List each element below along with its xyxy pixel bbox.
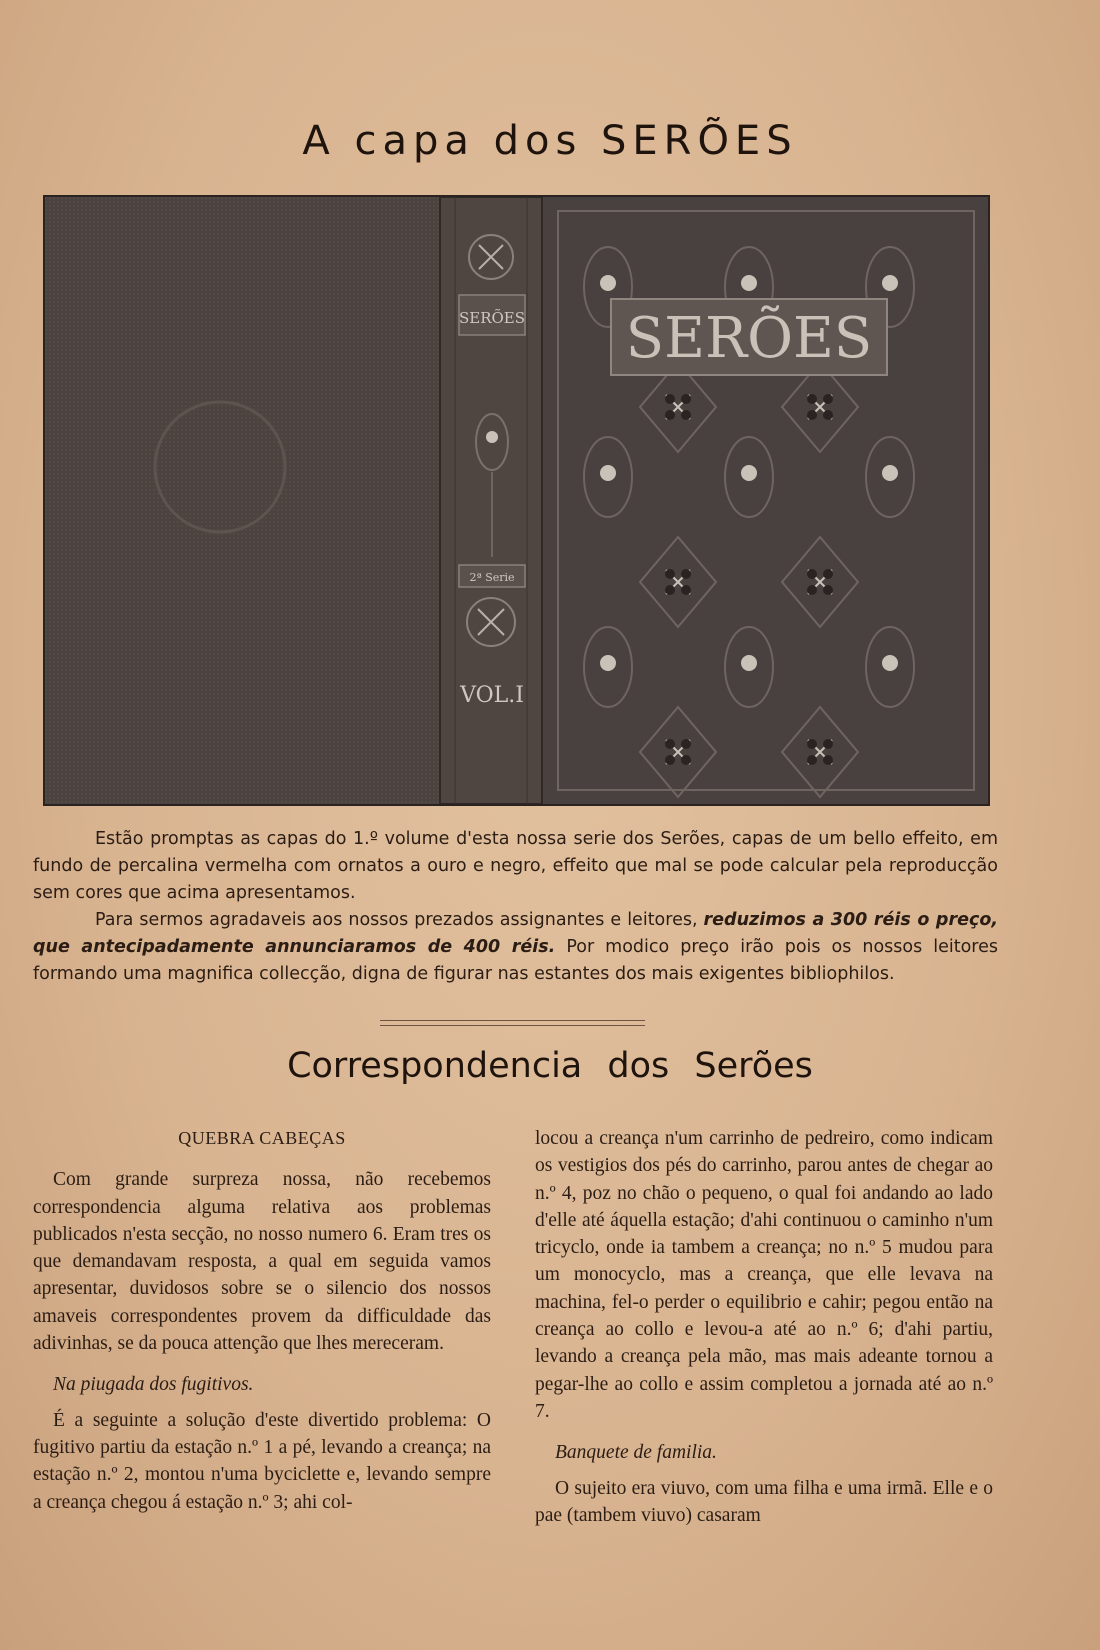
clover-leaf — [807, 585, 817, 595]
clover-leaf — [681, 394, 691, 404]
back-board — [45, 197, 440, 804]
caption-p2-start: Para sermos agradaveis aos nossos prezados assignantes e leitores, — [95, 910, 704, 930]
clover-leaf — [665, 410, 675, 420]
clover-leaf — [823, 569, 833, 579]
peacock-feather-pearl — [600, 465, 616, 481]
spine-series: 2ª Serie — [469, 571, 515, 584]
spine-title: SERÕES — [458, 309, 526, 327]
left-column — [33, 1125, 491, 1516]
peacock-feather-pearl — [741, 655, 757, 671]
caption-paragraph-2 — [33, 907, 998, 988]
clover-leaf — [681, 755, 691, 765]
right-paragraph-1: locou a creança n'um carrinho de pedreiro, como indicam os vestigios dos pés do carrinho, parou antes de chegar ao n.º 4, poz no chão o pequeno, o qual foi andando ao lado d'elle até áquella estação; d'ahi continuou o caminho n'um tricyclo, onde ia tambem a creança; no n.º 5 mudou para um monocyclo, mas a creança, que elle levava na machina, fel-o perder o equilibrio e cahir; pegou então na creança ao collo e levou-a até ao n.º 6; d'ahi partiu, levando a creança pela mão, mas mais adeante tornou a pegar-lhe ao collo e assim completou a jornada até ao n.º 7. — [535, 1128, 993, 1422]
clover-leaf — [807, 755, 817, 765]
clover-leaf — [823, 394, 833, 404]
section-title: Correspondencia dos Serões — [287, 1046, 813, 1086]
front-title: SERÕES — [625, 306, 873, 371]
clover-leaf — [665, 739, 675, 749]
clover-leaf — [823, 755, 833, 765]
caption-p2-end: Por modico preço irão pois os nossos leitores formando uma magnifica collecção, digna de figurar nas estantes dos mais exigentes bibliophilos. — [33, 937, 998, 984]
left-paragraph-1: Com grande surpreza nossa, não recebemos correspondencia alguma relativa aos problemas publicados n'esta secção, no nosso numero 6. Eram tres os que demandavam resposta, a qual em seguida vamos apresentar, duvidosos sobre se o silencio dos nossos amaveis correspondentes provem da difficuldade das adivinhas, se da pouca attenção que lhes mereceram. — [33, 1169, 491, 1355]
peacock-feather-pearl — [882, 465, 898, 481]
subheading-fugitivos: Na piugada dos fugitivos. — [53, 1374, 254, 1396]
clover-leaf — [823, 585, 833, 595]
peacock-feather-pearl — [882, 655, 898, 671]
clover-leaf — [807, 739, 817, 749]
clover-leaf — [665, 585, 675, 595]
peacock-feather-pearl — [741, 275, 757, 291]
clover-leaf — [823, 739, 833, 749]
clover-leaf — [807, 410, 817, 420]
left-paragraph-2: É a seguinte a solução d'este divertido problema: O fugitivo partiu da estação n.º 1 a pé, levando a creança; na estação n.º 2, montou n'uma byciclette e, levando sempre a creança chegou á estação n.º 3; ahi col- — [33, 1409, 491, 1513]
section-divider — [380, 1020, 645, 1026]
peacock-feather-pearl — [882, 275, 898, 291]
clover-leaf — [681, 585, 691, 595]
cover-drawing — [45, 197, 988, 804]
clover-leaf — [665, 394, 675, 404]
clover-leaf — [823, 410, 833, 420]
caption-paragraph-1: Estão promptas as capas do 1.º volume d'esta nossa serie dos Serões, capas de um bello effeito, em fundo de percalina vermelha com ornatos a ouro e negro, effeito que mal se pode calcular pela reproducção sem cores que acima apresentamos. — [33, 829, 998, 903]
right-paragraph-2: O sujeito era viuvo, com uma filha e uma irmã. Elle e o pae (tambem viuvo) casaram — [535, 1477, 993, 1526]
peacock-feather-pearl — [741, 465, 757, 481]
clover-leaf — [807, 394, 817, 404]
spine-volume: VOL.I — [460, 683, 524, 708]
clover-leaf — [681, 410, 691, 420]
peacock-feather-pearl — [600, 275, 616, 291]
page-title: A capa dos SERÕES — [302, 118, 798, 164]
clover-leaf — [681, 739, 691, 749]
clover-leaf — [681, 569, 691, 579]
subhead-quebra-cabecas: QUEBRA CABEÇAS — [178, 1128, 346, 1148]
cover-caption — [33, 826, 998, 988]
peacock-feather-pearl — [600, 655, 616, 671]
clover-leaf — [665, 755, 675, 765]
book-cover-illustration — [43, 195, 990, 806]
clover-leaf — [807, 569, 817, 579]
caption-p2-emphasis: reduzimos a 300 réis o preço, que antecipadamente annunciaramos de 400 réis. — [33, 910, 998, 957]
clover-leaf — [665, 569, 675, 579]
subheading-banquete: Banquete de familia. — [555, 1442, 717, 1464]
right-column — [535, 1125, 993, 1529]
